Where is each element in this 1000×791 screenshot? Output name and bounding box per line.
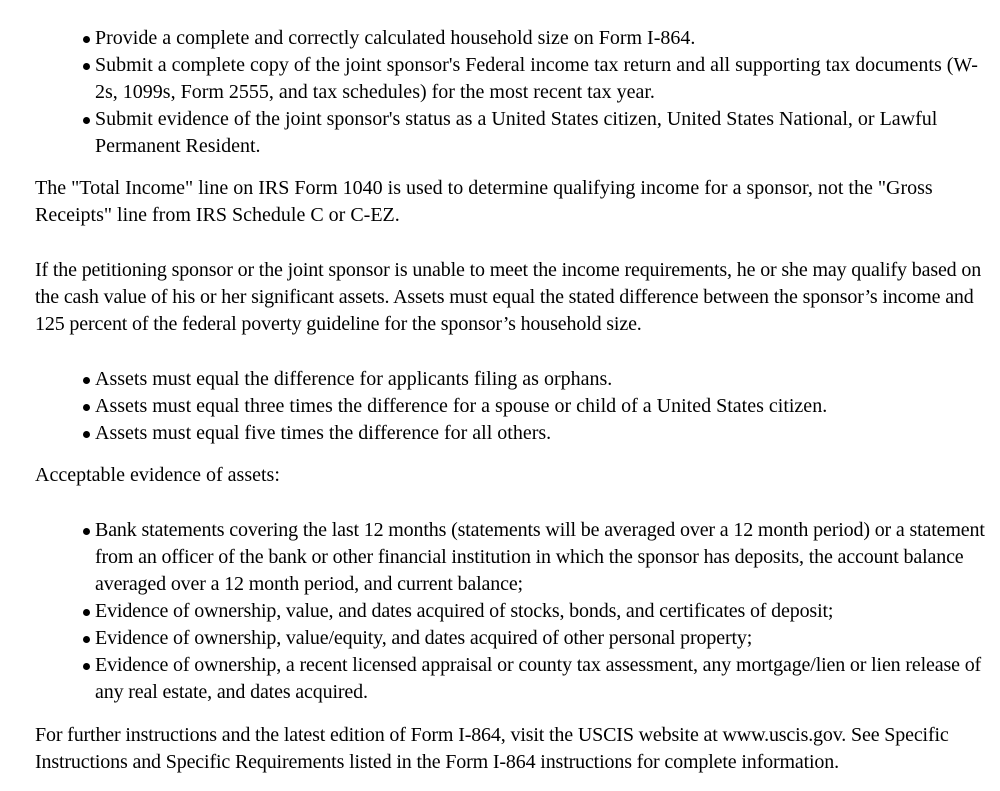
list-item: Evidence of ownership, value, and dates acquired of stocks, bonds, and certificates of deposit;	[0, 598, 1000, 625]
list-item: Evidence of ownership, a recent licensed appraisal or county tax assessment, any mortgage/lien or lien release of any real estate, and dates acquired.	[0, 652, 1000, 706]
asset-evidence-list	[0, 517, 1000, 706]
paragraph-text: The "Total Income" line on IRS Form 1040 is used to determine qualifying income for a sponsor, not the "Gross Receipts" line from IRS Schedule C or C-EZ.	[35, 177, 933, 226]
list-item: Assets must equal five times the difference for all others.	[0, 420, 1000, 447]
list-item: Assets must equal the difference for applicants filing as orphans.	[0, 366, 1000, 393]
assets-paragraph	[0, 257, 1000, 338]
list-item: Bank statements covering the last 12 months (statements will be averaged over a 12 month period) or a statement from an officer of the bank or other financial institution in which the sponsor has deposits, the account balance averaged over a 12 month period, and current balance;	[0, 517, 1000, 598]
further-instructions-paragraph	[0, 722, 1000, 776]
list-item: Evidence of ownership, value/equity, and dates acquired of other personal property;	[0, 625, 1000, 652]
list-item: Provide a complete and correctly calculated household size on Form I-864.	[0, 25, 1000, 52]
joint-sponsor-requirements-list	[0, 25, 1000, 160]
total-income-paragraph	[0, 175, 1000, 229]
list-item: Assets must equal three times the difference for a spouse or child of a United States citizen.	[0, 393, 1000, 420]
paragraph-text: Acceptable evidence of assets:	[35, 464, 280, 486]
asset-multiplier-list	[0, 366, 1000, 447]
list-item: Submit evidence of the joint sponsor's status as a United States citizen, United States National, or Lawful Permanent Resident.	[0, 106, 1000, 160]
acceptable-evidence-heading	[0, 462, 1000, 489]
list-item: Submit a complete copy of the joint sponsor's Federal income tax return and all supporting tax documents (W-2s, 1099s, Form 2555, and tax schedules) for the most recent tax year.	[0, 52, 1000, 106]
paragraph-text: For further instructions and the latest edition of Form I-864, visit the USCIS website at www.uscis.gov. See Specific Instructions and Specific Requirements listed in the Form I-864 instructions for complete information.	[35, 724, 949, 773]
paragraph-text: If the petitioning sponsor or the joint sponsor is unable to meet the income requirements, he or she may qualify based on the cash value of his or her significant assets. Assets must equal the stated difference between the sponsor’s income and 125 percent of the federal poverty guideline for the sponsor’s household size.	[35, 259, 982, 335]
